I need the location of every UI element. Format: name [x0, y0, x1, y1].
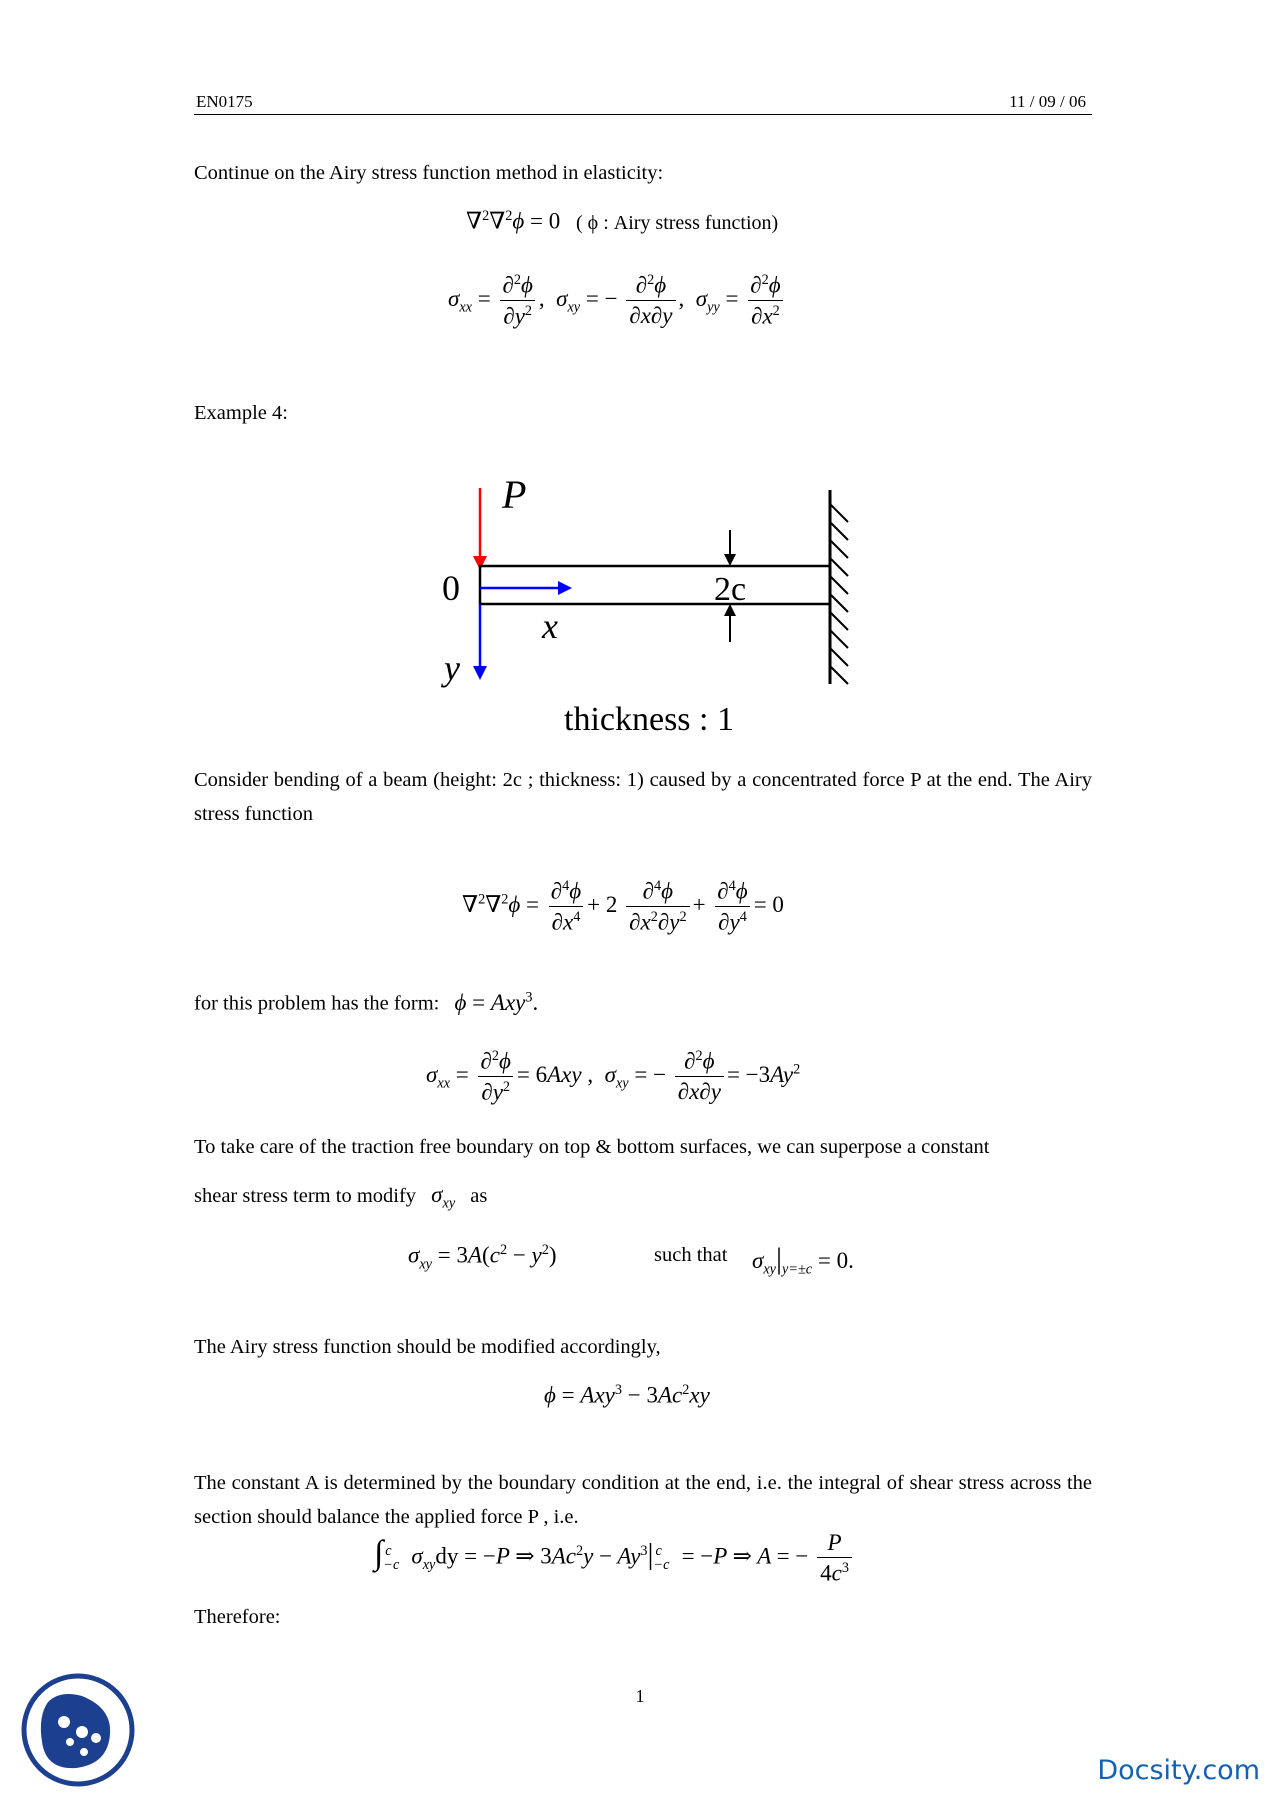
- docsity-watermark[interactable]: Docsity.com: [1097, 1755, 1260, 1786]
- height-label: 2c: [714, 571, 747, 608]
- x-axis-arrowhead: [558, 581, 572, 595]
- form-line: [194, 980, 1092, 1021]
- shear-modify-line: [194, 1178, 1092, 1221]
- beam-figure: [420, 470, 860, 740]
- stress-solution: $\sigma_{xx}$ = $\frac{\partial^2\phi}{\partial y^2}$ = 6Axy , $\sigma_{xy}$ = − $\frac{\partial^2\phi}{\partial x\partial y}$ = $-3Ay^2$: [426, 1048, 801, 1105]
- docsity-logo-icon[interactable]: [20, 1672, 136, 1788]
- doc-code: EN0175: [196, 92, 253, 111]
- biharmonic-equation: ∇$^2$∇$^2$ϕ = 0 ( ϕ : Airy stress function): [466, 208, 779, 234]
- doc-date: 11 / 09 / 06: [1009, 92, 1086, 111]
- modified-airy-function: $\phi = Axy^3 - 3Ac^2xy$: [544, 1382, 710, 1408]
- y-axis-label: y: [444, 648, 460, 688]
- origin-label: 0: [442, 568, 460, 608]
- phi-form: ϕ = Axy$^3$.: [454, 989, 539, 1015]
- intro-text: Continue on the Airy stress function method in elasticity:: [194, 162, 664, 184]
- therefore-text: Therefore:: [194, 1606, 281, 1628]
- header-rule: [194, 114, 1092, 115]
- integral-equation: $\int_{-c}^c$ $\sigma_{xy}dy = -P$ ⇒ $3Ac^2y - Ay^3|_{-c}^c = -P$ ⇒ A = − $\frac{P}{4c^3}$: [374, 1530, 855, 1587]
- paragraph-beam-bending: Consider bending of a beam (height: 2c ; thickness: 1) caused by a concentrated force P at the end. The Airy stress function: [194, 769, 1092, 825]
- load-label: P: [502, 472, 527, 517]
- as-text: as: [470, 1185, 488, 1207]
- wall-hatching: [830, 504, 848, 684]
- thickness-label: thickness : 1: [564, 701, 734, 738]
- beam: [480, 566, 830, 604]
- such-that-text: such that: [654, 1244, 728, 1266]
- stress-definitions: $\sigma_{xx}$ = $\frac{\partial^2\phi}{\partial y^2}$ , $\sigma_{xy}$ = − $\frac{\partial^2\phi}{\partial x\partial y}$ , $\sigma_{yy}$ = $\frac{\partial^2\phi}{\partial x^2}$: [448, 272, 787, 329]
- paragraph-modified: The Airy stress function should be modified accordingly,: [194, 1336, 661, 1358]
- paragraph-traction: To take care of the traction free boundary on top & bottom surfaces, we can superpose a constant: [194, 1136, 990, 1158]
- y-axis-arrowhead: [473, 666, 487, 680]
- sigma-xy-symbol: $\sigma_{xy}$: [431, 1182, 456, 1212]
- modified-shear-equation: $\sigma_{xy} = 3A(c^2 - y^2)$: [408, 1242, 557, 1273]
- biharmonic-expanded: ∇$^2$∇$^2$ϕ = $\frac{\partial^4\phi}{\partial x^4}$ + 2 $\frac{\partial^4\phi}{\partial x^2\partial y^2}$ + $\frac{\partial^4\phi}{\partial y^4}$ = 0: [462, 878, 784, 935]
- form-text: for this problem has the form:: [194, 992, 440, 1015]
- airy-note: ( ϕ : Airy stress function): [576, 211, 779, 234]
- boundary-condition: $\sigma_{xy}|_{y=\pm c} = 0$.: [752, 1242, 854, 1278]
- paragraph-constant: The constant A is determined by the boundary condition at the end, i.e. the integral of shear stress across the section should balance the applied force P , i.e.: [194, 1472, 1092, 1528]
- page-number: 1: [635, 1686, 645, 1706]
- shear-modify-text: shear stress term to modify: [194, 1185, 417, 1207]
- x-axis-label: x: [542, 606, 558, 646]
- example-label: Example 4:: [194, 402, 288, 424]
